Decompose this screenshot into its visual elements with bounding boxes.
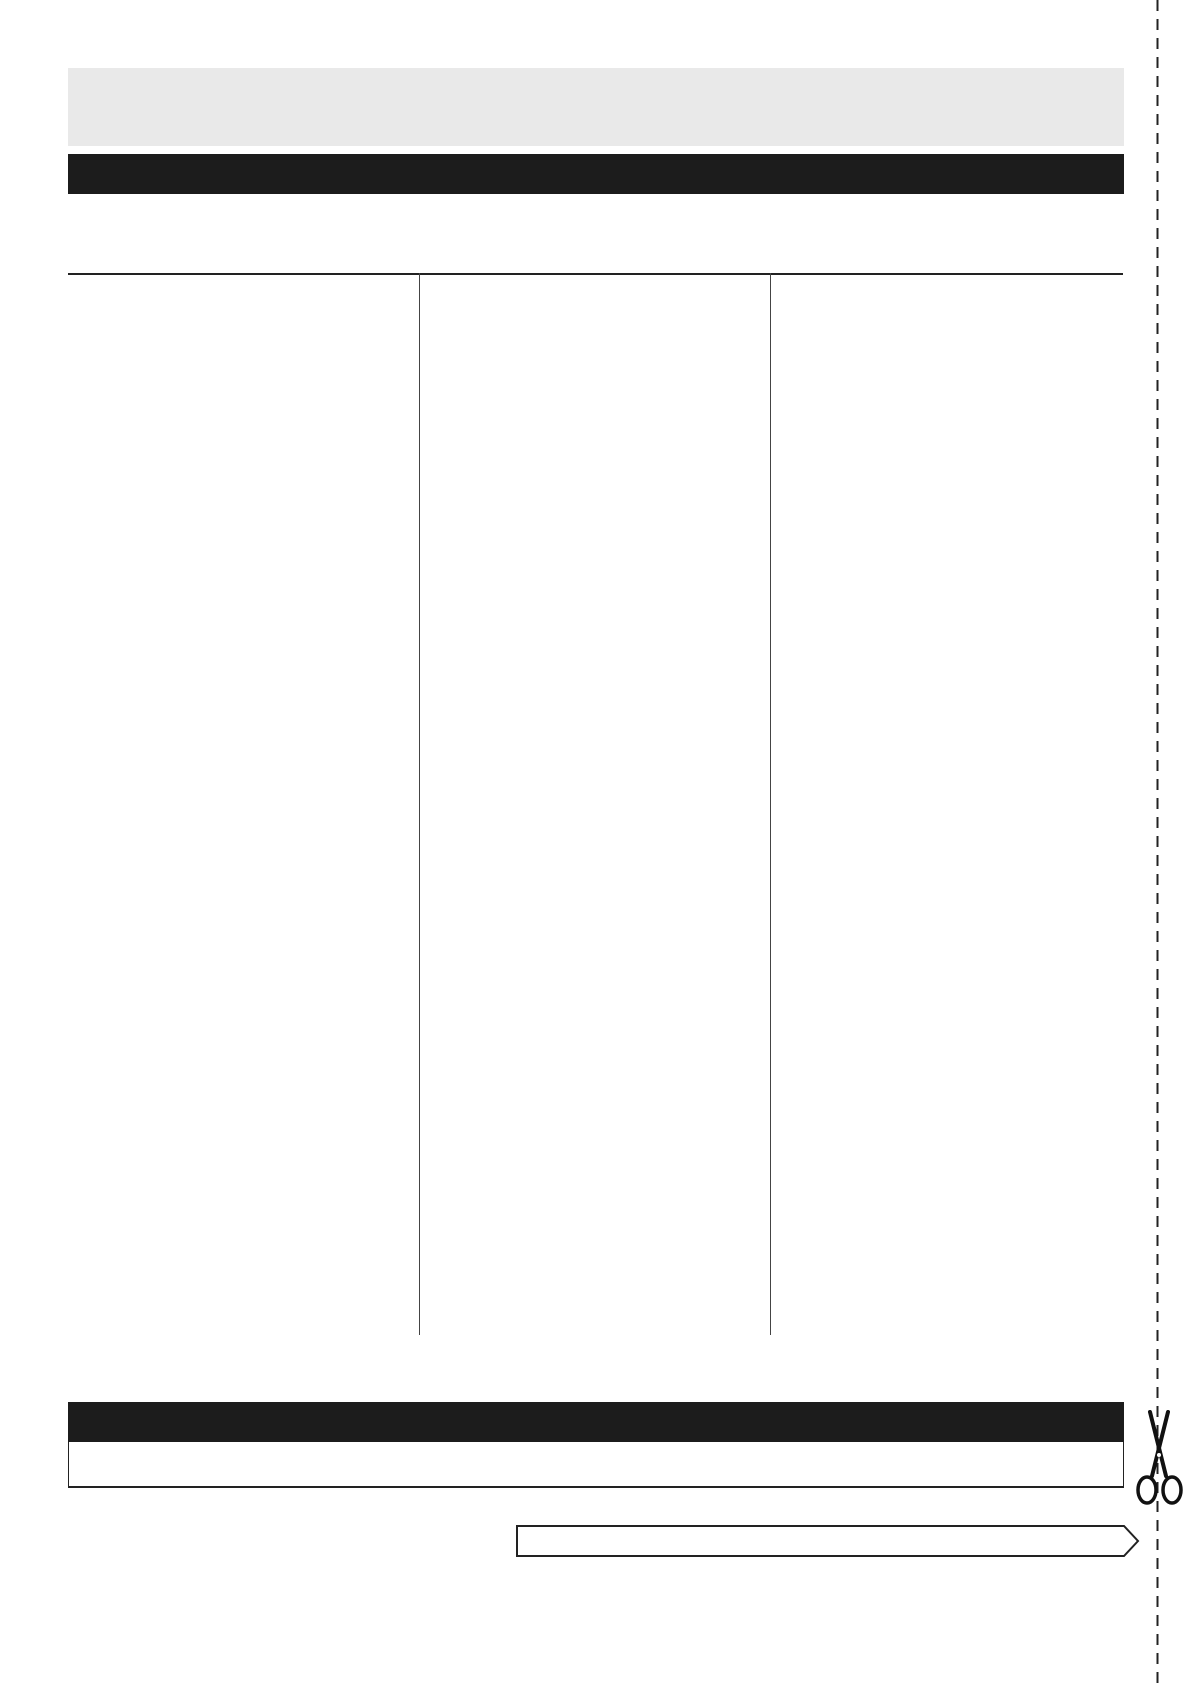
header-band	[68, 68, 1124, 146]
scissors-icon	[1132, 1410, 1186, 1510]
title-bar	[68, 154, 1124, 194]
column-divider	[770, 273, 771, 1335]
arrow-banner	[516, 1524, 1141, 1558]
measuring-ruler	[68, 1442, 1124, 1488]
column-divider	[419, 273, 420, 1335]
ruler-scale	[69, 1442, 1123, 1486]
table-top-rule	[68, 273, 1123, 275]
ruler-title-bar	[68, 1402, 1124, 1442]
